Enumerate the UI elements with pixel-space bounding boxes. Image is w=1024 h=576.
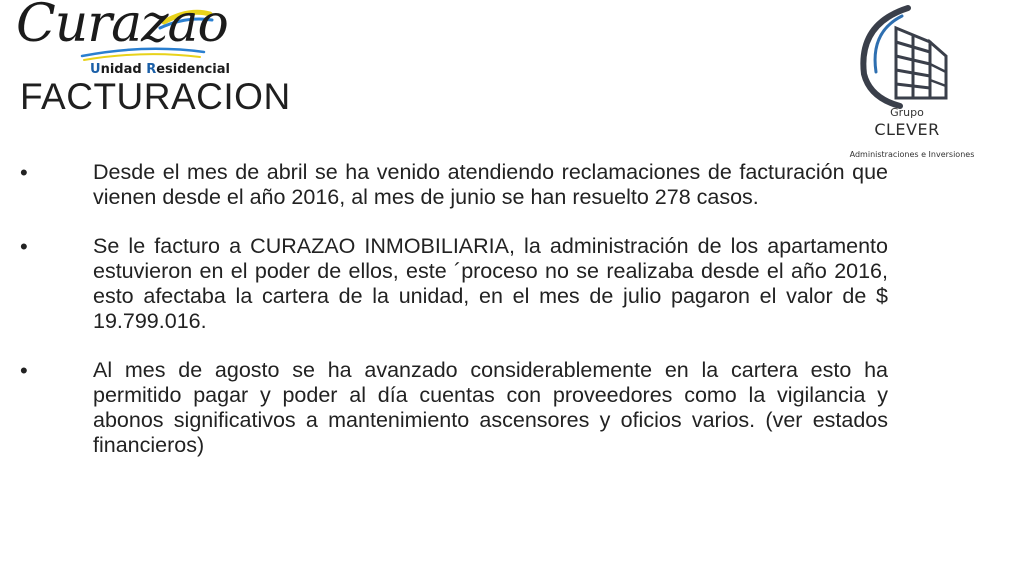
clever-logo-grupo: Grupo	[890, 106, 924, 119]
bullet-item	[20, 358, 888, 458]
bullet-item	[20, 160, 888, 210]
curazao-logo	[14, 0, 244, 77]
bullet-text: Desde el mes de abril se ha venido atendiendo reclamaciones de facturación que vienen desde el año 2016, al mes de junio se han resuelto 278 casos.	[93, 160, 888, 209]
curazao-logo-subtitle-u: U	[90, 62, 101, 77]
clever-logo-name: CLEVER	[874, 120, 940, 139]
bullet-marker: •	[20, 160, 28, 185]
curazao-logo-subtitle-rest1: nidad	[100, 62, 147, 77]
bullet-item	[20, 234, 888, 334]
bullet-list	[20, 160, 888, 482]
page-title: FACTURACION	[20, 76, 291, 117]
grupo-clever-logo	[830, 2, 990, 170]
clever-logo-tagline: Administraciones e Inversiones	[849, 150, 975, 159]
bullet-marker: •	[20, 358, 28, 383]
building-icon	[830, 2, 990, 112]
bullet-text: Se le facturo a CURAZAO INMOBILIARIA, la administración de los apartamento estuvieron en el poder de ellos, este ´proceso no se realizaba desde el año 2016, esto afectaba la cartera de la unidad, en el mes de julio pagaron el valor de $ 19.799.016.	[93, 234, 888, 333]
bullet-marker: •	[20, 234, 28, 259]
curazao-logo-subtitle	[90, 62, 230, 77]
bullet-text: Al mes de agosto se ha avanzado considerablemente en la cartera esto ha permitido pagar y poder al día cuentas con proveedores como la vigilancia y abonos significativos a mantenimiento ascensores y oficios varios. (ver estados financieros)	[93, 358, 888, 457]
curazao-logo-subtitle-rest2: esidencial	[156, 62, 230, 77]
curazao-logo-subtitle-r: R	[146, 62, 157, 77]
curazao-logo-word: Curazao	[16, 0, 228, 54]
